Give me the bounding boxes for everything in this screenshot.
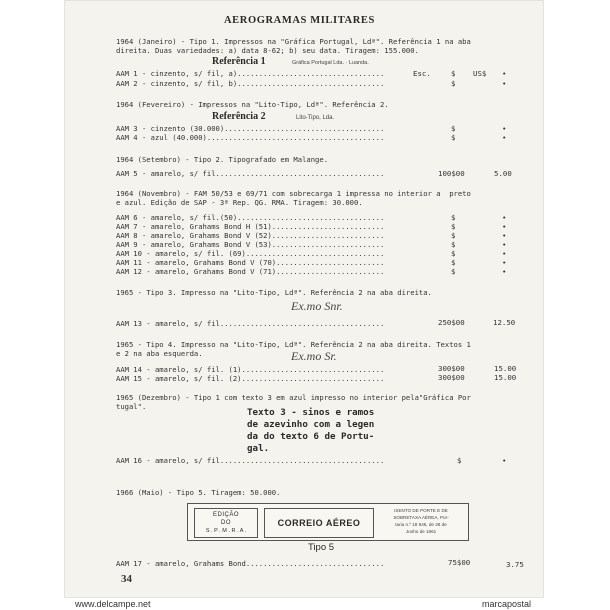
item-row: AAM 2 - cinzento, s/ fil, b).................................. — [116, 79, 385, 88]
price-usd: • — [502, 213, 507, 222]
price-escudos: 75$00 — [448, 558, 471, 567]
item-row: AAM 17 - amarelo, Grahams Bond................................ — [116, 559, 385, 568]
text-3-line1: Texto 3 - sinos e ramos — [247, 407, 375, 418]
section-7-intro-line1: 1965 (Dezembro) - Tipo 1 com texto 3 em azul impresso no interior pela"Gráfica Por — [116, 393, 471, 402]
correio-aereo-panel: CORREIO AÉREO — [264, 508, 374, 538]
price-escudos: $ — [451, 69, 456, 78]
price-escudos: $ — [457, 456, 462, 465]
item-row: AAM 12 - amarelo, Grahams Bond V (71)......................... — [116, 267, 385, 276]
price-escudos: 100$00 — [438, 169, 465, 178]
postage-exempt-note — [378, 507, 464, 537]
price-usd: 15.00 — [494, 373, 517, 382]
price-escudos: $ — [451, 249, 456, 258]
item-row: AAM 11 - amarelo, Grahams Bond V (70)......................... — [116, 258, 385, 267]
item-row: AAM 13 - amarelo, s/ fil...................................... — [116, 319, 385, 328]
price-usd: • — [502, 124, 507, 133]
price-usd: 5.00 — [494, 169, 512, 178]
exempt-line: Junho de 1961 — [405, 529, 437, 534]
price-escudos: $ — [451, 124, 456, 133]
script-sample-1: Ex.mo Snr. — [291, 299, 343, 313]
item-row: AAM 6 - amarelo, s/ fil.(50).................................. — [116, 213, 385, 222]
item-row: AAM 5 - amarelo, s/ fil....................................... — [116, 169, 385, 178]
edition-panel — [194, 508, 258, 538]
section-8-intro: 1966 (Maio) - Tipo 5. Tiragem: 50.000. — [116, 488, 281, 497]
exempt-line: ISENTO DE PORTE E DE — [394, 508, 448, 513]
edition-org-label: S . P . M . R . A . — [205, 528, 247, 534]
edition-label: EDIÇÃO — [212, 512, 239, 518]
exempt-line: taria n.º 18 946, de 28 de — [395, 522, 447, 527]
reference-2-imprint: Lito-Tipo, Lda. — [296, 115, 335, 121]
price-usd: 3.75 — [506, 560, 524, 569]
item-row: AAM 15 - amarelo, s/ fil. (2)................................. — [116, 374, 385, 383]
section-4-intro-line1: 1964 (Novembro) - FAM 50/53 e 69/71 com sobrecarga 1 impressa no interior a preto — [116, 189, 471, 198]
price-usd: • — [502, 240, 507, 249]
script-sample-2: Ex.mo Sr. — [291, 349, 337, 363]
section-7-intro-line2: tugal". — [116, 402, 147, 411]
text-3-line4: gal. — [247, 443, 270, 454]
price-escudos: $ — [451, 79, 456, 88]
price-usd: • — [502, 249, 507, 258]
item-row: AAM 4 - azul (40.000)......................................... — [116, 133, 385, 142]
price-escudos: $ — [451, 231, 456, 240]
item-row: AAM 16 - amarelo, s/ fil...................................... — [116, 456, 385, 465]
currency-label: Esc. — [413, 69, 431, 78]
page-title: AEROGRAMAS MILITARES — [224, 15, 375, 26]
price-escudos: 250$00 — [438, 318, 465, 327]
text-3-line3: da do texto 6 de Portu- — [247, 431, 375, 442]
section-5-intro: 1965 - Tipo 3. Impresso na "Lito-Tipo, Ldª". Referência 2 na aba direita. — [116, 288, 432, 297]
section-2-intro: 1964 (Fevereiro) - Impressos na "Lito-Tipo, Ldª". Referência 2. — [116, 100, 389, 109]
section-6-intro-line2: e 2 na aba esquerda. — [116, 349, 203, 358]
item-row: AAM 10 - amarelo, s/ fil. (69)................................ — [116, 249, 385, 258]
aerogram-imprint-sample — [187, 503, 469, 541]
section-3-intro: 1964 (Setembro) - Tipo 2. Tipografado em Malange. — [116, 155, 329, 164]
text-3-line2: de azevinho com a legen — [247, 419, 375, 430]
reference-2-heading: Referência 2 — [212, 111, 266, 122]
price-escudos: $ — [451, 213, 456, 222]
item-row: AAM 8 - amarelo, Grahams Bond V (52).......................... — [116, 231, 385, 240]
price-usd: • — [502, 133, 507, 142]
edition-of-label: DO — [221, 520, 231, 526]
price-usd: • — [502, 267, 507, 276]
page-number: 34 — [121, 573, 132, 585]
item-row: AAM 14 - amarelo, s/ fil. (1)................................. — [116, 365, 385, 374]
price-escudos: $ — [451, 267, 456, 276]
price-usd: • — [502, 79, 507, 88]
price-usd: • — [502, 222, 507, 231]
item-row: AAM 1 - cinzento, s/ fil, a).................................. — [116, 69, 385, 78]
reference-1-heading: Referência 1 — [212, 56, 266, 67]
reference-1-imprint: Gráfica Portugal Lda. · Luanda. — [292, 60, 369, 66]
price-escudos: $ — [451, 222, 456, 231]
price-escudos: $ — [451, 133, 456, 142]
price-usd: • — [502, 231, 507, 240]
section-6-intro-line1: 1965 - Tipo 4. Impresso na "Lito-Tipo, Ldª". Referência 2 na aba direita. Textos 1 — [116, 340, 471, 349]
exempt-line: SOBRETAXA AÉREA, Por- — [393, 515, 449, 520]
section-1-intro-line1: 1964 (Janeiro) - Tipo 1. Impressos na "Gráfica Portugal, Ldª". Referência 1 na aba — [116, 37, 471, 46]
section-4-intro-line2: e azul. Edição de SAP - 3ª Rep. QG. RMA. Tiragem: 30.000. — [116, 198, 363, 207]
price-escudos: $ — [451, 258, 456, 267]
section-1-intro-line2: direita. Duas variedades: a) data 8-62; b) seu data. Tiragem: 155.000. — [116, 46, 419, 55]
item-row: AAM 3 - cinzento (30.000)..................................... — [116, 124, 385, 133]
price-escudos: $ — [451, 240, 456, 249]
price-usd: • — [502, 69, 507, 78]
footer-site-link[interactable]: www.delcampe.net — [75, 599, 151, 609]
price-usd: 12.50 — [493, 318, 516, 327]
price-usd: • — [502, 456, 507, 465]
catalog-page — [64, 0, 544, 598]
tipo-5-caption: Tipo 5 — [308, 542, 335, 553]
item-row: AAM 7 - amarelo, Grahams Bond H (51).......................... — [116, 222, 385, 231]
price-escudos: 300$00 — [438, 364, 465, 373]
item-row: AAM 9 - amarelo, Grahams Bond V (53).......................... — [116, 240, 385, 249]
price-usd: • — [502, 258, 507, 267]
price-usd: 15.00 — [494, 364, 517, 373]
currency-label-usd: US$ — [473, 69, 487, 78]
price-escudos: 300$00 — [438, 373, 465, 382]
footer-seller-name: marcapostal — [482, 599, 532, 609]
